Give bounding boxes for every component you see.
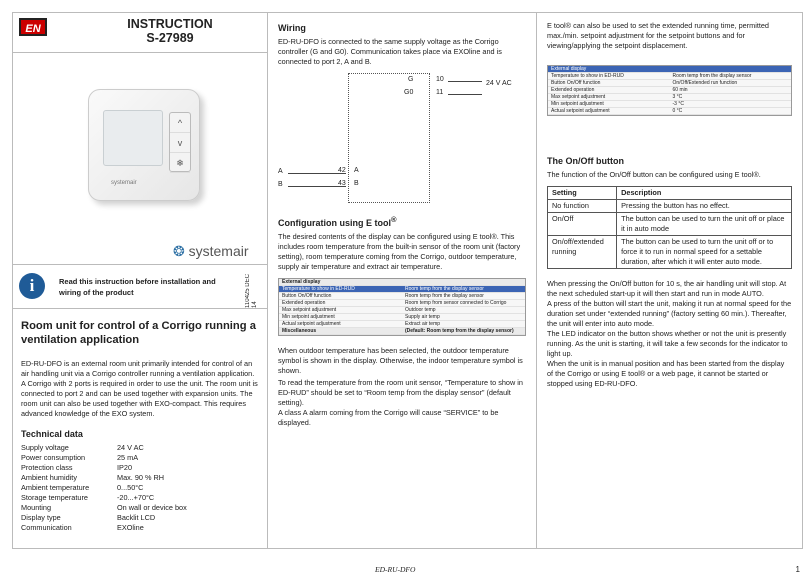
tech-row — [21, 513, 259, 523]
instruction-title: INSTRUCTION S-27989 — [73, 17, 267, 45]
tech-key: Protection class — [21, 463, 73, 472]
tech-key: Communication — [21, 523, 72, 532]
screen-value: Extract air temp — [405, 321, 441, 327]
systemair-logo-icon: ❂ — [173, 243, 189, 259]
screen-row — [279, 314, 525, 321]
screen-row — [548, 108, 791, 115]
right-column — [537, 12, 803, 549]
screen-value — [670, 66, 792, 72]
screen-row — [548, 80, 791, 87]
screen-key: Min setpoint adjustment — [551, 101, 604, 107]
setting-cell: On/off/extended running — [548, 236, 617, 269]
fan-icon: ❄ — [170, 153, 190, 173]
tech-key: Display type — [21, 513, 61, 522]
t42-label: 42 — [338, 167, 346, 174]
screen-value: Supply air temp — [405, 314, 440, 320]
setting-cell: On/Off — [548, 213, 617, 236]
tech-value: EXOline — [117, 523, 144, 532]
config-title: Configuration using E tool® — [278, 215, 397, 228]
t10-label: 10 — [436, 76, 444, 83]
onoff-p4: When the unit is in manual position and has been started from the display of the Corrigo or using E tool® or a web page, it cannot be started or stopped using ED-RU-DFO. — [547, 359, 785, 388]
screen-key: Actual setpoint adjustment — [551, 108, 610, 114]
wiring-diagram — [278, 73, 526, 203]
tech-value: Max. 90 % RH — [117, 473, 165, 482]
tech-value: -20...+70°C — [117, 493, 155, 502]
table-row — [548, 236, 792, 269]
tech-key: Power consumption — [21, 453, 86, 462]
tech-key: Storage temperature — [21, 493, 88, 502]
tech-key: Supply voltage — [21, 443, 69, 452]
config-text: The desired contents of the display can be configured using E tool®. This includes room temperature from the built-in sensor of the room unit (factory setting), room temperature coming from the Corrigo, outdoor temperature, supply air temperature and extract air temperature. — [278, 232, 521, 271]
screen-key: Extended operation — [282, 300, 326, 306]
tech-value: On wall or device box — [117, 503, 187, 512]
screen-row — [548, 73, 791, 80]
tech-row — [21, 463, 259, 473]
etool-screenshot-1 — [278, 278, 526, 336]
page-number: 1 — [795, 565, 800, 574]
up-icon: ^ — [170, 113, 190, 133]
tech-row — [21, 453, 259, 463]
tech-value: Backlit LCD — [117, 513, 156, 522]
table-header: Description — [617, 187, 792, 200]
screen-key: Min setpoint adjustment — [282, 314, 335, 320]
screen-value: Room temp from sensor connected to Corrigo — [405, 300, 507, 306]
screen-value — [402, 279, 525, 285]
vac-label: 24 V AC — [486, 80, 512, 87]
tech-row — [21, 503, 259, 513]
section-title: Room unit for control of a Corrigo running a ventilation application — [21, 320, 256, 346]
screen-row — [548, 94, 791, 101]
config-text-3: To read the temperature from the room unit sensor, “Temperature to show in ED-RUD” should be set to “Room temp from the display sensor” (default setting). — [278, 378, 523, 407]
notice — [13, 265, 267, 309]
screen-value: 60 min — [672, 87, 688, 93]
onoff-title: The On/Off button — [547, 156, 624, 166]
onoff-p3: The LED indicator on the button shows whether or not the unit is presently running. As the unit is starting, it will take a few seconds for the indicator to light up. — [547, 329, 788, 358]
tech-row — [21, 473, 259, 483]
screen-value: (Default: Room temp from the display sensor) — [405, 328, 514, 334]
screen-value: On/Off/Extended run function — [672, 80, 738, 86]
intro-text: ED-RU-DFO is an external room unit primarily intended for control of an air handling unit via a Corrigo controller running a ventilation application. A Corrigo with 2 ports is required in order to use the unit. The room unit is connected to port 2 and can be used together with expansion units. The room unit can also be used together with EXO-compact. This requires advanced knowledge of the EXO system. — [21, 359, 258, 418]
screen-value: -3 °C — [672, 101, 684, 107]
device-brand: systemair — [111, 180, 137, 186]
wiring-text: ED-RU-DFO is connected to the same supply voltage as the Corrigo controller (G and G0). Communication takes place via EXOline and is connected to port 2, A and B. — [278, 37, 502, 66]
screen-key: Button On/Off function — [551, 80, 601, 86]
terminal-box — [348, 73, 430, 203]
etool-screenshot-2 — [547, 65, 792, 116]
systemair-logo: ❂ systemair — [173, 243, 249, 259]
description-cell: The button can be used to turn the unit off or place it in auto mode — [617, 213, 792, 236]
wiring-title: Wiring — [278, 23, 306, 33]
screen-row — [548, 66, 791, 73]
screen-key: Max setpoint adjustment — [282, 307, 337, 313]
screen-value: 0 °C — [672, 108, 683, 114]
tech-value: 25 mA — [117, 453, 139, 462]
onoff-text: The function of the On/Off button can be configured using E tool®. — [547, 170, 761, 179]
screen-row — [279, 321, 525, 328]
screen-key: External display — [551, 66, 587, 72]
g-wire — [448, 81, 482, 82]
setting-cell: No function — [548, 200, 617, 213]
b-label: B — [278, 181, 283, 188]
screen-value: Room temp from the display sensor — [672, 73, 752, 79]
t43-label: 43 — [338, 180, 346, 187]
tech-row — [21, 493, 259, 503]
device-display — [103, 110, 163, 166]
revision-code: 110425 DEC 14 — [245, 274, 258, 308]
screen-key: Miscellaneous — [282, 328, 317, 334]
description-cell: The button can be used to turn the unit off or to force it to run in normal speed for a settable duration, after which it will enter auto mode. — [617, 236, 792, 269]
screen-value: Room temp from the display sensor — [405, 286, 484, 292]
tech-row — [21, 483, 259, 493]
screen-key: Max setpoint adjustment — [551, 94, 606, 100]
left-column — [12, 12, 268, 549]
notice-text: Read this instruction before installation and wiring of the product — [59, 277, 216, 297]
screen-key: External display — [282, 279, 321, 285]
t11-label: 11 — [436, 89, 444, 96]
screen-row — [279, 286, 525, 293]
config-text-4: A class A alarm coming from the Corrigo will cause “SERVICE” to be displayed. — [278, 408, 499, 427]
a2-label: A — [354, 167, 359, 174]
middle-column — [268, 12, 537, 549]
tech-value: 0...50°C — [117, 483, 144, 492]
g-label: G — [408, 76, 414, 83]
col3-intro: E tool® can also be used to set the extended running time, permitted max./min. setpoint adjustment for the setpoint buttons and for viewing/applying the setpoint displacement. — [547, 21, 769, 50]
g0-wire — [448, 94, 482, 95]
a-label: A — [278, 168, 283, 175]
table-header: Setting — [548, 187, 617, 200]
onoff-p1: When pressing the On/Off button for 10 s, the air handling unit will stop. At the next scheduled start-up it will then start and run in mode AUTO. — [547, 279, 787, 298]
device-buttons — [169, 112, 191, 172]
header — [13, 13, 267, 53]
screen-key: Temperature to show in ED-RUD — [282, 286, 355, 292]
tech-row — [21, 443, 259, 453]
screen-row — [548, 87, 791, 94]
en-logo: EN — [19, 18, 47, 36]
screen-row — [279, 328, 525, 335]
screen-value: Room temp from the display sensor — [405, 293, 484, 299]
screen-row — [279, 300, 525, 307]
document-code: S-27989 — [146, 31, 194, 45]
tech-title: Technical data — [21, 429, 83, 439]
tech-value: 24 V AC — [117, 443, 144, 452]
config-text-2: When outdoor temperature has been selected, the outdoor temperature symbol is shown in the display. Otherwise, the indoor temperature symbol is shown. — [278, 346, 523, 375]
onoff-p2: A press of the button will start the unit, making it run at normal speed for the duration set under “extended running” (factory setting 60 min.). Thereafter, the unit will enter into auto mode. — [547, 299, 792, 328]
screen-row — [279, 279, 525, 286]
info-icon: i — [19, 273, 45, 299]
down-icon: v — [170, 133, 190, 153]
screen-key: Actual setpoint adjustment — [282, 321, 341, 327]
tech-key: Ambient humidity — [21, 473, 77, 482]
product-image — [13, 53, 267, 265]
table-row — [548, 200, 792, 213]
screen-value: Outdoor temp — [405, 307, 436, 313]
screen-row — [548, 101, 791, 108]
screen-row — [279, 293, 525, 300]
screen-key: Temperature to show in ED-RUD — [551, 73, 624, 79]
tech-row — [21, 523, 259, 533]
settings-table — [547, 186, 792, 269]
tech-key: Mounting — [21, 503, 52, 512]
table-row — [548, 213, 792, 236]
screen-key: Extended operation — [551, 87, 595, 93]
footer-doc: ED-RU-DFO — [375, 565, 416, 574]
b2-label: B — [354, 180, 359, 187]
description-cell: Pressing the button has no effect. — [617, 200, 792, 213]
g0-label: G0 — [404, 89, 414, 96]
screen-key: Button On/Off function — [282, 293, 332, 299]
tech-key: Ambient temperature — [21, 483, 90, 492]
tech-data-list — [21, 443, 259, 533]
screen-row — [279, 307, 525, 314]
screen-value: 3 °C — [672, 94, 683, 100]
tech-value: IP20 — [117, 463, 133, 472]
intro-section — [13, 309, 267, 543]
room-unit-device — [88, 89, 200, 201]
